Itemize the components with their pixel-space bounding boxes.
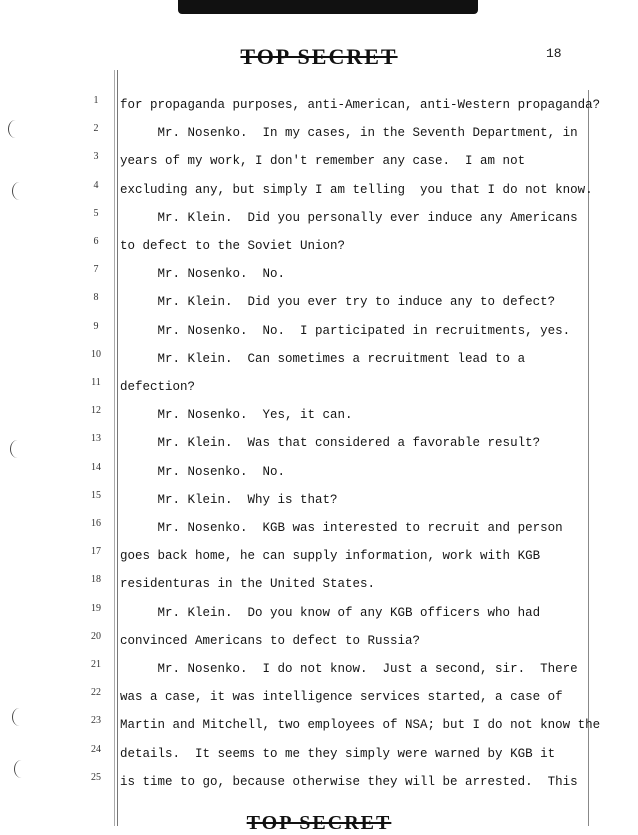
line-number: 17 [91, 546, 101, 558]
line-number: 1 [93, 95, 99, 106]
transcript-line: was a case, it was intelligence services started, a case of [120, 690, 563, 705]
transcript-line: Mr. Nosenko. KGB was interested to recruit and person [120, 521, 563, 535]
classification-header: TOP SECRET [240, 44, 398, 69]
right-margin-rule [588, 90, 589, 826]
line-number: 19 [91, 602, 101, 614]
line-number: 9 [93, 320, 99, 332]
transcript-line: residenturas in the United States. [120, 577, 376, 592]
left-margin-rule [117, 70, 118, 826]
classification-footer: TOP SECRET [246, 812, 392, 834]
line-number: 24 [91, 743, 101, 755]
transcript-line: Mr. Klein. Do you know of any KGB officers who had [120, 605, 541, 620]
line-number: 16 [91, 518, 101, 529]
transcript-line: for propaganda purposes, anti-American, anti-Western propaganda? [120, 98, 601, 112]
transcript-line: convinced Americans to defect to Russia? [120, 633, 421, 648]
line-number: 14 [91, 461, 101, 473]
transcript-line: Mr. Nosenko. No. [120, 464, 286, 479]
transcript-line: goes back home, he can supply information, work with KGB [120, 549, 541, 564]
top-edge-smudge [178, 0, 478, 14]
transcript-line: details. It seems to me they simply were warned by KGB it [120, 746, 556, 761]
transcript-line: to defect to the Soviet Union? [120, 239, 346, 253]
line-number: 13 [91, 433, 101, 445]
line-number: 7 [93, 264, 99, 276]
left-margin-rule-inner [114, 70, 115, 826]
line-number: 5 [93, 207, 99, 219]
page-number: 18 [546, 46, 562, 61]
transcript-line: Mr. Klein. Did you ever try to induce any to defect? [120, 295, 556, 310]
line-number: 12 [91, 405, 101, 417]
binder-hole-mark [12, 708, 27, 726]
transcript-line: Martin and Mitchell, two employees of NSA; but I do not know the [120, 718, 601, 733]
line-number: 11 [91, 377, 101, 388]
binder-hole-mark [12, 182, 27, 200]
line-number: 23 [91, 715, 101, 727]
line-number: 25 [91, 771, 101, 783]
line-number: 18 [91, 574, 101, 586]
binder-hole-mark [8, 120, 23, 138]
line-number: 22 [91, 687, 101, 699]
transcript-line: defection? [120, 380, 196, 394]
line-number: 20 [91, 630, 101, 642]
line-number: 3 [93, 151, 99, 163]
transcript-line: years of my work, I don't remember any case. I am not [120, 154, 526, 169]
line-number: 2 [93, 123, 99, 135]
line-number: 15 [91, 489, 101, 501]
transcript-line: is time to go, because otherwise they will be arrested. This [120, 774, 578, 789]
line-number: 6 [93, 236, 99, 247]
binder-hole-mark [10, 440, 25, 458]
transcript-line: excluding any, but simply I am telling you that I do not know. [120, 182, 593, 197]
transcript-line: Mr. Nosenko. I do not know. Just a second, sir. There [120, 662, 578, 676]
transcript-line: Mr. Nosenko. No. [120, 267, 286, 282]
transcript-line: Mr. Klein. Can sometimes a recruitment lead to a [120, 351, 526, 366]
transcript-line: Mr. Klein. Was that considered a favorable result? [120, 436, 541, 451]
transcript-line: Mr. Klein. Did you personally ever induce any Americans [120, 210, 578, 225]
binder-hole-mark [14, 760, 29, 778]
line-number: 21 [91, 659, 101, 670]
transcript-line: Mr. Nosenko. No. I participated in recruitments, yes. [120, 323, 571, 338]
transcript-line: Mr. Klein. Why is that? [120, 492, 338, 507]
line-number: 4 [93, 179, 99, 191]
transcript-line: Mr. Nosenko. Yes, it can. [120, 408, 353, 423]
line-number: 8 [93, 292, 99, 304]
line-number: 10 [91, 348, 101, 360]
transcript-line: Mr. Nosenko. In my cases, in the Seventh Department, in [120, 126, 578, 141]
